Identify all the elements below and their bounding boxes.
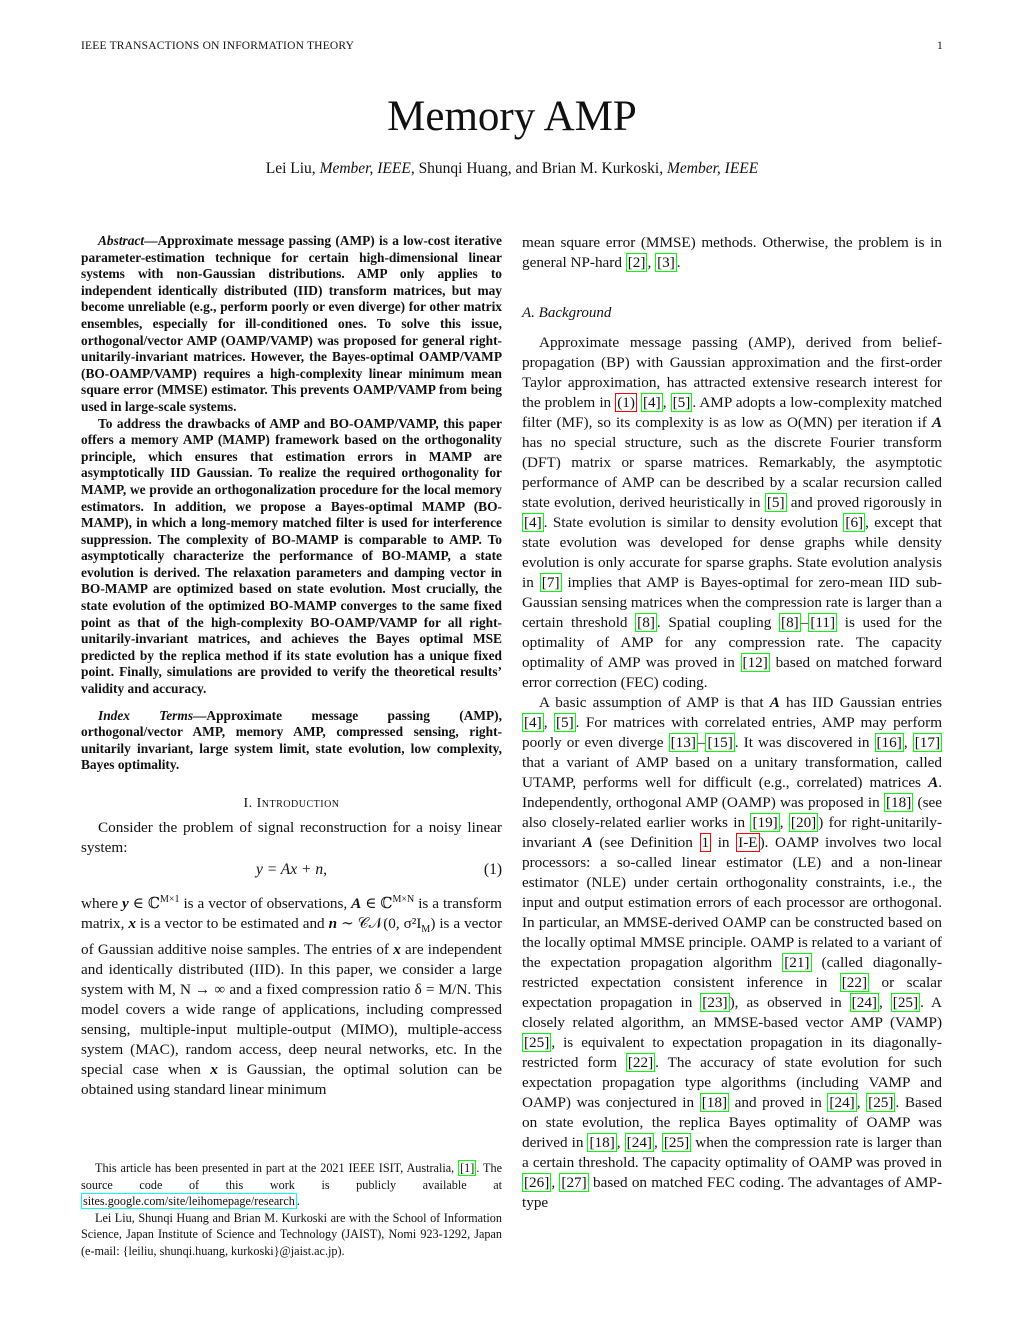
citation-link[interactable]: [25]: [868, 1094, 894, 1111]
citation-link[interactable]: [5]: [766, 494, 785, 511]
definition-link[interactable]: 1: [701, 834, 710, 851]
citation-link[interactable]: [11]: [810, 614, 836, 631]
author-line: [0, 160, 1024, 178]
citation-link[interactable]: [27]: [561, 1174, 587, 1191]
citation-link[interactable]: [25]: [663, 1134, 690, 1151]
citation-link[interactable]: [17]: [914, 734, 941, 751]
citation-link[interactable]: [24]: [829, 1094, 855, 1111]
citation-link[interactable]: [4]: [524, 514, 542, 531]
equation-1-body: y = Ax + n,: [256, 861, 327, 878]
citation-link[interactable]: [6]: [845, 514, 864, 531]
subsection-heading-background: A. Background: [522, 305, 612, 321]
citation-link[interactable]: [7]: [541, 574, 560, 591]
running-header: [81, 40, 943, 58]
citation-link[interactable]: [5]: [672, 394, 691, 411]
abstract-paragraph-2: To address the drawbacks of AMP and BO-OAMP/VAMP, this paper offers a memory AMP (MAMP) framework based on the orthogonality principle, which ensures that estimation errors in MAMP are asymptotically IID Gaussian. To realize the required orthogonality for MAMP, we provide an orthogonalization procedure for the local memory estimators. In addition, we propose a Bayes-optimal MAMP (BO-MAMP), in which a long-memory matched filter is used for interference suppression. The complexity of BO-MAMP is comparable to AMP. To asymptotically characterize the performance of BO-MAMP, a state evolution is derived. The relaxation parameters and damping vector in BO-MAMP are optimized based on state evolution. Most crucially, the state evolution of the optimized BO-MAMP converges to the same fixed point as that of the high-complexity BO-OAMP/VAMP for all right-unitarily-invariant matrices, and achieves the Bayes optimal MSE predicted by the replica method if its state evolution has a unique fixed point. Finally, simulations are provided to verify the theoretical results’ validity and accuracy.: [81, 415, 502, 697]
citation-link[interactable]: [8]: [781, 614, 799, 631]
citation-link[interactable]: [18]: [885, 794, 912, 811]
footnote-presentation: This article has been presented in part at the 2021 IEEE ISIT, Australia, [1] . The source code of this work is publicly available at sites.google.com/site/leihomepage/research .: [81, 1161, 502, 1209]
intro-paragraph-1: Consider the problem of signal reconstruction for a noisy linear system:: [81, 819, 502, 856]
citation-link[interactable]: [20]: [790, 814, 817, 831]
citation-link[interactable]: [26]: [524, 1174, 550, 1191]
citation-link[interactable]: [1]: [460, 1161, 475, 1175]
citation-link[interactable]: [23]: [702, 994, 728, 1011]
equation-1-number: (1): [483, 861, 502, 878]
abstract: [81, 233, 502, 698]
citation-link[interactable]: [22]: [841, 974, 868, 991]
equation-1: [81, 860, 502, 882]
citation-link[interactable]: [22]: [627, 1054, 654, 1071]
first-page-footnote: [81, 1160, 502, 1260]
introduction-body: [81, 818, 502, 1100]
citation-link[interactable]: [12]: [742, 654, 768, 671]
intro-paragraph-2: where y ∈ ℂ$^{M\times 1}$ is a vector of observations, A ∈ ℂ$^{M\times N}$ is a transform matrix, x is a vector to be estimated and n ∼ 𝒞𝒩(0, $\sigma^2I_M$) is a vector of Gaussian additive noise samples. The entries of x are independent and identically distributed (IID). In this paper, we consider a large system with M, N → ∞ and a fixed compression ratio δ = M/N. This model covers a wide range of applications, including compressed sensing, multiple-input multiple-output (MIMO), multiple-access system (MAC), random access, deep neural networks, etc. In the special case when x is Gaussian, the optimal solution can be obtained using standard linear minimum: [81, 894, 503, 1099]
citation-link[interactable]: [24]: [626, 1134, 652, 1151]
abstract-paragraph-1: —Approximate message passing (AMP) is a low-cost iterative parameter-estimation technique for certain high-dimensional linear systems with non-Gaussian distributions. AMP only applies to independent identically distributed (IID) transform matrices, but may become unreliable (e.g., perform poorly or even diverge) for other matrix ensembles, especially for ill-conditioned ones. To solve this issue, orthogonal/vector AMP (OAMP/VAMP) was proposed for general right-unitarily-invariant matrices. However, the Bayes-optimal OAMP/VAMP (BO-OAMP/VAMP) requires a high-complexity linear minimum mean square error (MMSE) estimator. This prevents OAMP/VAMP from being used in large-scale systems.: [81, 233, 502, 414]
journal-name: IEEE TRANSACTIONS ON INFORMATION THEORY: [81, 40, 355, 52]
citation-link[interactable]: [24]: [851, 994, 877, 1011]
citation-link[interactable]: [18]: [589, 1134, 615, 1151]
source-code-link[interactable]: sites.google.com/site/leihomepage/research: [83, 1194, 295, 1209]
left-column: [81, 233, 502, 1100]
index-terms-label: Index Terms: [98, 707, 194, 723]
citation-link[interactable]: [5]: [555, 714, 574, 731]
footnote-affiliation: Lei Liu, Shunqi Huang and Brian M. Kurkoski are with the School of Information Science, Japan Institute of Science and Technology (JAIST), Nomi 923-1292, Japan (e-mail: {leiliu, shunqi.huang, kurkoski}@jaist.ac.jp).: [81, 1210, 502, 1258]
citation-link[interactable]: [13]: [670, 734, 696, 751]
author-1: Lei Liu,: [265, 160, 316, 177]
index-terms: [81, 708, 502, 774]
author-middle: , Shunqi Huang, and Brian M. Kurkoski,: [410, 160, 664, 177]
background-paragraph-2: A basic assumption of AMP is that A has IID Gaussian entries [4] , [5] . For matrices with correlated entries, AMP may perform poorly or even diverge [13] – [15] . It was discovered in [16] , [17] that a variant of AMP based on a unitary transformation, called UTAMP, performs well for difficult (e.g., correlated) matrices A. Independently, orthogonal AMP (OAMP) was proposed in [18] (see also closely-related earlier works in [19] , [20] ) for right-unitarily-invariant A (see Definition 1 in I-E ). OAMP involves two local processors: a so-called linear estimator (LE) and a non-linear estimator (NLE) under certain orthogonality constraints, i.e., the input and output estimation errors of each processor are orthogonal. In particular, an MMSE-derived OAMP can be constructed based on the locally optimal MMSE principle. OAMP is related to a variant of the expectation propagation algorithm [21] (called diagonally-restricted expectation consistent inference in [22] or scalar expectation propagation in [23] ), as observed in [24] , [25] . A closely related algorithm, an MMSE-based vector AMP (VAMP) [25] , is equivalent to expectation propagation in its diagonally-restricted form [22] . The accuracy of state evolution for such expectation propagation type algorithms (including VAMP and OAMP) was conjectured in [18] and proved in [24] , [25] . Based on state evolution, the replica Bayes optimality of OAMP was derived in [18] , [24] , [25] when the compression rate is larger than a certain threshold. The capacity optimality of OAMP was proved in [26] , [27] based on matched FEC coding. The advantages of AMP-type: [522, 694, 943, 1211]
page-number: 1: [937, 40, 943, 52]
index-terms-text: —Approximate message passing (AMP), orthogonal/vector AMP, memory AMP, compressed sensing, right-unitarily invariant, large system limit, state evolution, low complexity, Bayes optimality.: [81, 707, 502, 773]
citation-link[interactable]: [2]: [627, 254, 646, 271]
right-column: [522, 233, 942, 1213]
equation-link[interactable]: (1): [617, 394, 635, 411]
abstract-label: Abstract: [98, 233, 145, 248]
citation-link[interactable]: [18]: [701, 1094, 728, 1111]
background-paragraph-1: Approximate message passing (AMP), derived from belief-propagation (BP) with Gaussian approximation and the first-order Taylor approximation, has attracted extensive research interest for the problem in (1) [4] , [5] . AMP adopts a low-complexity matched filter (MF), so its complexity is as low as O(MN) per iteration if A has no special structure, such as the discrete Fourier transform (DFT) matrix or sparse matrices. Remarkably, the asymptotic performance of AMP can be described by a scalar recursion called state evolution, derived heuristically in [5] and proved rigorously in [4] . State evolution is similar to density evolution [6] , except that state evolution was developed for dense graphs while density evolution is only accurate for sparse graphs. State evolution analysis in [7] implies that AMP is Bayes-optimal for zero-mean IID sub-Gaussian sensing matrices when the compression rate is larger than a certain threshold [8] . Spatial coupling [8] – [11] is used for the optimality of AMP for any compression rate. The capacity optimality of AMP was proved in [12] based on matched forward error correction (FEC) coding.: [522, 334, 943, 691]
citation-link[interactable]: [4]: [524, 714, 542, 731]
citation-link[interactable]: [16]: [876, 734, 902, 751]
author-1-role: Member, IEEE: [319, 160, 411, 177]
section-link[interactable]: I-E: [738, 834, 758, 851]
continued-paragraph: mean square error (MMSE) methods. Otherwise, the problem is in general NP-hard [2] , [3] .: [522, 234, 942, 271]
citation-link[interactable]: [25]: [524, 1034, 550, 1051]
author-3-role: Member, IEEE: [666, 160, 759, 177]
citation-link[interactable]: [15]: [707, 734, 733, 751]
citation-link[interactable]: [19]: [752, 814, 778, 831]
citation-link[interactable]: [3]: [657, 254, 675, 271]
citation-link[interactable]: [8]: [637, 614, 655, 631]
citation-link[interactable]: [25]: [892, 994, 919, 1011]
right-column-body: [522, 233, 942, 1213]
section-heading-introduction: I. Introduction: [243, 796, 340, 811]
citation-link[interactable]: [4]: [643, 394, 661, 411]
citation-link[interactable]: [21]: [784, 954, 810, 971]
paper-title: Memory AMP: [387, 93, 637, 140]
